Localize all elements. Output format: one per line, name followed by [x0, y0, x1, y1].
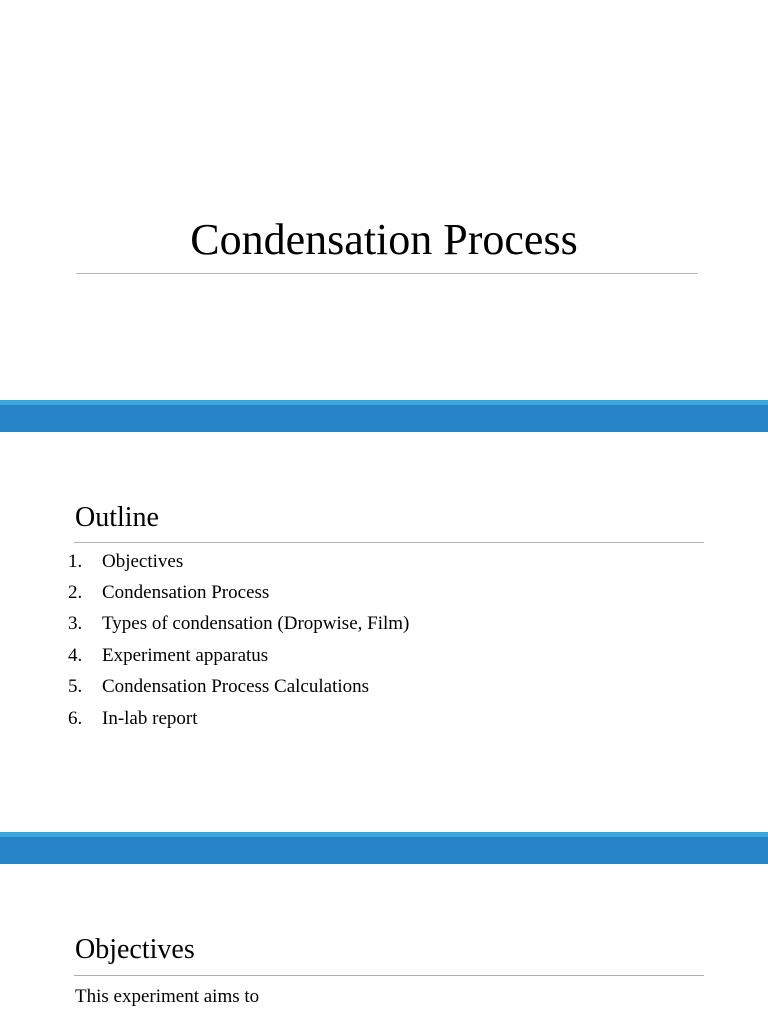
outline-item-number: 6. [68, 707, 83, 729]
outline-list [68, 546, 409, 734]
separator-dark-band [0, 405, 768, 432]
outline-item-number: 2. [68, 582, 83, 604]
outline-item-number: 5. [68, 676, 83, 698]
slide-title-text: Condensation Process [190, 215, 578, 264]
slide-outline [0, 432, 768, 832]
objectives-underline [74, 975, 704, 976]
outline-item [68, 577, 409, 608]
outline-underline [74, 542, 704, 543]
outline-item-text: Objectives [102, 550, 184, 572]
outline-item-number: 1. [68, 550, 83, 572]
outline-item-text: Experiment apparatus [102, 644, 269, 666]
slide-objectives [0, 864, 768, 1024]
outline-item-number: 4. [68, 644, 83, 666]
outline-item-text: Types of condensation (Dropwise, Film) [102, 613, 410, 635]
objectives-intro: This experiment aims to [75, 986, 260, 1007]
outline-item [68, 640, 409, 671]
outline-item [68, 546, 409, 577]
outline-item-text: Condensation Process Calculations [102, 676, 370, 698]
slide-separator [0, 400, 768, 432]
outline-item [68, 609, 409, 640]
outline-item-text: In-lab report [102, 707, 198, 729]
objectives-heading: Objectives [75, 934, 195, 965]
slide-title [0, 0, 768, 400]
outline-item-number: 3. [68, 613, 83, 635]
title-underline [76, 273, 698, 274]
slide-separator [0, 832, 768, 864]
separator-dark-band [0, 837, 768, 864]
outline-heading: Outline [75, 502, 159, 533]
outline-item-text: Condensation Process [102, 582, 270, 604]
outline-item [68, 672, 409, 703]
outline-item [68, 703, 409, 734]
